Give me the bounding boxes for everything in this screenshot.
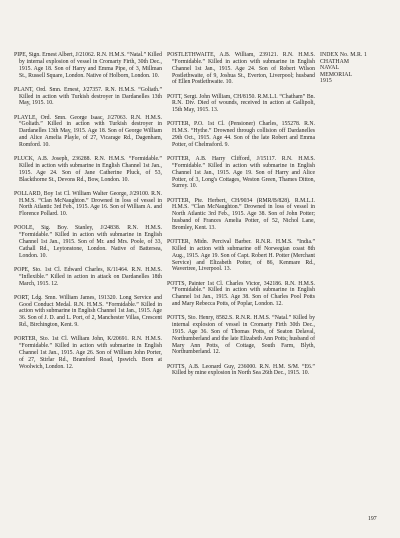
- middle-column: [167, 52, 315, 385]
- register-entry: POTTS, Sto. Henry, 8582.S. R.N.R. H.M.S. “Natal.” Killed by internal explosion of vessel in Cromarty Firth 30th Dec., 1915. Age 36. Son of Thomas Potts, of Seaton Delaval, Northumberland and the late Elizabeth Ann Potts; husband of Mary Ann Potts, of Cottage, South Farm, Blyth, Northumberland. 12.: [167, 315, 315, 356]
- register-entry: POTTER, A.B. Harry Clifford, J/15117. R.N. H.M.S. “Formidable.” Killed in action with submarine in English Channel 1st Jan., 1915. Age 19. Son of Harry and Alice Potter, of 3, Long's Cottages, Weston Green, Thames Ditton, Surrey. 10.: [167, 156, 315, 190]
- register-entry: POTTS, Painter 1st Cl. Charles Victor, 342186. R.N. H.M.S. “Formidable.” Killed in action with submarine in English Channel 1st Jan., 1915. Age 38. Son of Charles Pool Potts and Mary Rebecca Potts, of Poplar, London. 12.: [167, 280, 315, 308]
- page-number: 197: [368, 516, 377, 522]
- header-year: 1915: [320, 78, 332, 85]
- register-entry: POTT, Sergt. John William, CH/8150. R.M.L.I. “Chatham” Bn. R.N. Div. Died of wounds, received in action at Gallipoli, 15th May, 1915. 13.: [167, 93, 315, 114]
- header-naval: NAVAL: [320, 65, 340, 72]
- left-column: [14, 52, 162, 378]
- register-entry: POLLARD, Boy 1st Cl. William Walter George, J/29100. R.N. H.M.S. “Clan McNaughton.” Drowned in loss of vessel in North Atlantic 3rd Feb., 1915. Age 16. Son of William A. and Florence Pollard. 10.: [14, 190, 162, 218]
- header-memorial: MEMORIAL: [320, 71, 353, 78]
- register-entry: POOLE, Sig. Boy. Stanley, J/24838. R.N. H.M.S. “Formidable.” Killed in action with submarine in English Channel 1st Jan., 1915. Son of Mr. and Mrs. Poole, of 33, Cathall Rd., Leytonstone, London. Native of Battersea, London. 10.: [14, 225, 162, 259]
- register-entry: POTTER, Pte. Herbert, CH/9034 (RMR/B/828). R.M.L.I. H.M.S. “Clan McNaughton.” Drowned in loss of vessel in North Atlantic 3rd Feb., 1915. Age 38. Son of John Potter; husband of Frances Amelia Potter, of 52, Nichol Lane, Bromley, Kent. 13.: [167, 197, 315, 231]
- register-entry: POTTS, A.B. Leonard Guy, 236000. R.N. H.M. S/M. “E6.” Killed by mine explosion in North Sea 26th Dec., 1915. 10.: [167, 363, 315, 377]
- register-entry: PLAYLE, Ord. Smn. George Isaac, J/27063. R.N. H.M.S. “Goliath.” Killed in action with Turkish destroyer in Dardanelles 13th May, 1915. Age 18. Son of George William and Alice Amelia Playle, of 27, Vicarage Rd., Dagenham, Romford. 10.: [14, 114, 162, 148]
- header-place: CHATHAM: [320, 58, 350, 65]
- register-entry: POTTER, Midn. Percival Barber. R.N.R. H.M.S. “India.” Killed in action with submarine off Norwegian coast 8th Aug., 1915. Age 19. Son of Capt. Robert H. Potter (Merchant Service) and Elizabeth Potter, of 86, Kenmare Rd., Wavertree, Liverpool. 13.: [167, 239, 315, 273]
- index-number: INDEX No. M.R. 1: [320, 52, 367, 58]
- memorial-index-header: [320, 52, 392, 85]
- register-entry: PORTER, Sto. 1st Cl. William John, K/20691. R.N. H.M.S. “Formidable.” Killed in action with submarine in English Channel 1st Jan., 1915. Age 26. Son of William John Porter, of 27, Stirlar Rd., Bramford Road, Ipswich. Born at Woolwich, London. 12.: [14, 336, 162, 370]
- register-entry: PLUCK, A.B. Joseph, 236288. R.N. H.M.S. “Formidable.” Killed in action with submarine in English Channel 1st Jan., 1915. Age 24. Son of Jane Catherine Pluck, of 53, Blackthorne St., Devons Rd., Bow, London. 10.: [14, 156, 162, 183]
- register-entry: POTTER, P.O. 1st Cl. (Pensioner) Charles, 155278. R.N. H.M.S. “Hythe.” Drowned through collision off Dardanelles 29th Oct., 1915. Age 44. Son of the late Robert and Emma Potter, of Chelmsford. 9.: [167, 121, 315, 148]
- register-entry: POPE, Sto. 1st Cl. Edward Charles, K/11464. R.N. H.M.S. “Inflexible.” Killed in action in attack on Dardanelles 18th March, 1915. 12.: [14, 266, 162, 287]
- register-entry: PIPE, Sign. Ernest Albert, J/21062. R.N. H.M.S. “Natal.” Killed by internal explosion of vessel in Cromarty Firth, 30th Dec., 1915. Age 18. Son of Harry and Emma Pipe, of 3, Millman St., Russell Square, London. Native of Holborn, London. 10.: [14, 52, 162, 79]
- register-entry: PLANT, Ord. Smn. Ernest, J/27357. R.N. H.M.S. “Goliath.” Killed in action with Turkish destroyer in Dardanelles 13th May, 1915. 10.: [14, 86, 162, 107]
- register-entry: POSTLETHWAITE, A.B. William, 239121. R.N. H.M.S. “Formidable.” Killed in action with submarine in English Channel 1st Jan., 1915. Age 24. Son of Robert Wilson Postlethwaite, of 9, Joshua St., Everton, Liverpool; husband of Ellen Postlethwaite. 10.: [167, 52, 315, 86]
- register-entry: PORT, Ldg. Smn. William James, 191320. Long Service and Good Conduct Medal. R.N. H.M.S. “Formidable.” Killed in action with submarine in English Channel 1st Jan., 1915. Age 36. Son of J. D. and L. Port, of 2, Manchester Villas, Crescent Rd., Birchington, Kent. 9.: [14, 294, 162, 329]
